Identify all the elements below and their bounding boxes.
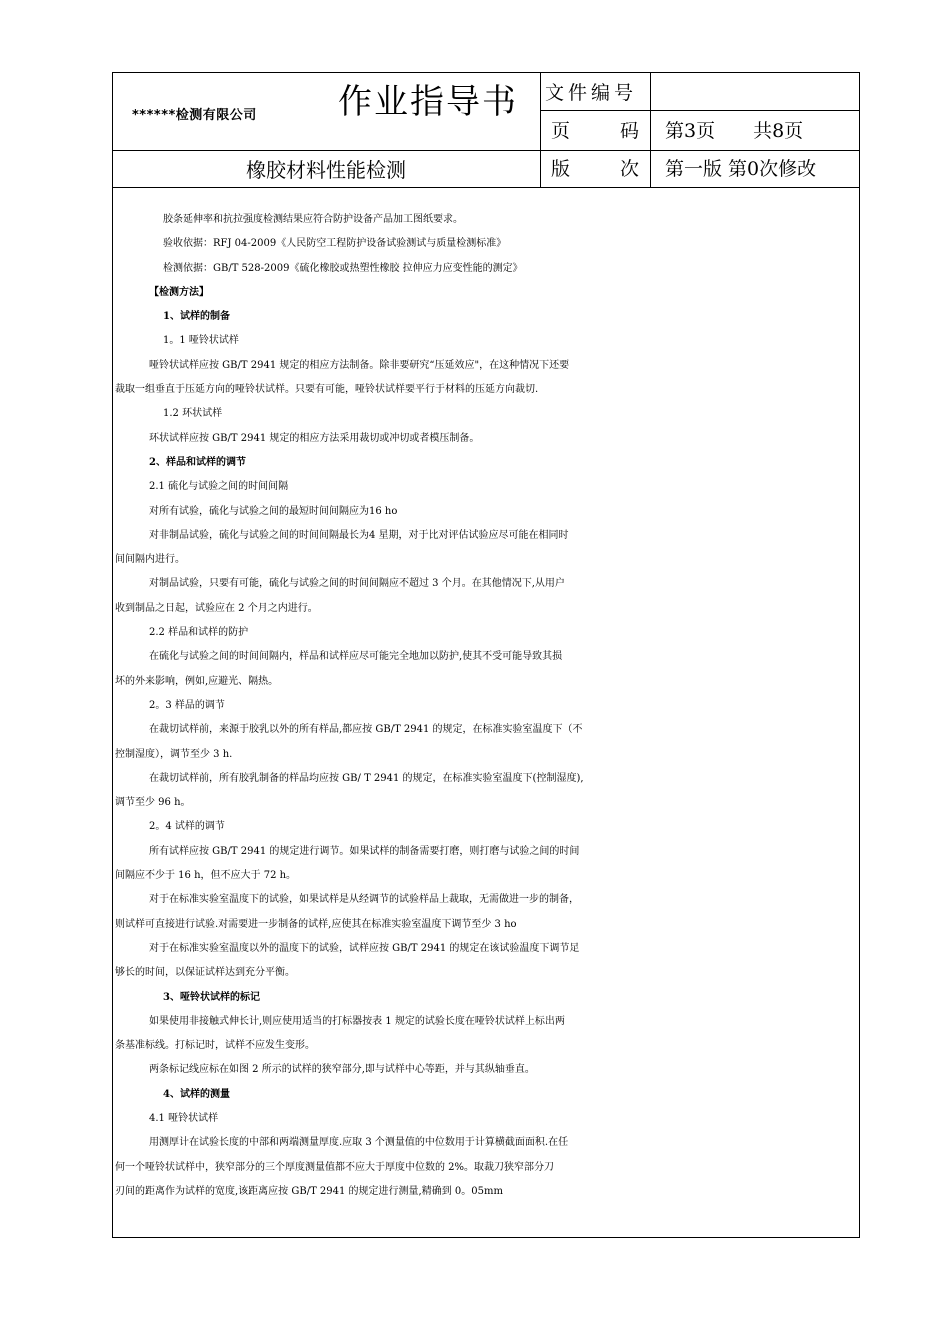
paragraph-line: 所有试样应按 GB/T 2941 的规定进行调节。如果试样的制备需要打磨，则打磨与试验之间的时间 (149, 845, 580, 857)
paragraph-line: 两条标记线应标在如图 2 所示的试样的狭窄部分,即与试样中心等距，并与其纵轴垂直。 (149, 1064, 535, 1076)
paragraph-line: 在裁切试样前，所有胶乳制备的样品均应按 GB/ T 2941 的规定，在标准实验室温度下(控制湿度), (149, 772, 584, 784)
document-title: 作业指导书 (338, 82, 518, 122)
paragraph-line: 坏的外来影响，例如,应避光、隔热。 (115, 675, 279, 687)
edition-label-left: 版 (551, 158, 571, 180)
subsection-heading: 2.1 硫化与试验之间的时间间隔 (149, 481, 289, 493)
paragraph-line: 对所有试验，硫化与试验之间的最短时间间隔应为16 ho (149, 505, 398, 517)
section-heading: 3、哑铃状试样的标记 (163, 991, 260, 1003)
paragraph-line: 对于在标准实验室温度以外的温度下的试验，试样应按 GB/T 2941 的规定在该试验温度下调节足 (149, 942, 580, 954)
paragraph-line: 哑铃状试样应按 GB/T 2941 规定的相应方法制备。除非要研究“压延效应"，在这种情况下还要 (149, 359, 570, 371)
subsection-heading: 4.1 哑铃状试样 (149, 1112, 219, 1124)
edition-value: 第一版 第0次修改 (665, 158, 817, 180)
section-heading: 2、样品和试样的调节 (149, 456, 246, 468)
paragraph-line: 环状试样应按 GB/T 2941 规定的相应方法采用裁切或冲切或者模压制备。 (149, 432, 480, 444)
subsection-heading: 1。1 哑铃状试样 (163, 335, 239, 347)
paragraph-line: 收到制品之日起，试验应在 2 个月之内进行。 (115, 602, 318, 614)
paragraph-line: 间间隔内进行。 (115, 554, 185, 566)
page-label-left: 页 (551, 120, 571, 142)
paragraph-line: 够长的时间，以保证试样达到充分平衡。 (115, 967, 295, 979)
paragraph-line: 则试样可直接进行试验.对需要进一步制备的试样,应使其在标准实验室温度下调节至少 3 ho (115, 918, 517, 930)
subsection-heading: 2。3 样品的调节 (149, 699, 225, 711)
subsection-heading: 2.2 样品和试样的防护 (149, 627, 249, 639)
paragraph-line: 裁取一组垂直于压延方向的哑铃状试样。只要有可能，哑铃状试样要平行于材料的压延方向裁切. (115, 384, 539, 396)
header-divider (112, 187, 860, 188)
section-heading: 【检测方法】 (149, 286, 209, 298)
paragraph-line: 间隔应不少于 16 h，但不应大于 72 h。 (115, 870, 297, 882)
paragraph-line: 验收依据：RFJ 04-2009《人民防空工程防护设备试验测试与质量检测标准》 (163, 238, 507, 250)
paragraph-line: 条基准标线。打标记时，试样不应发生变形。 (115, 1040, 315, 1052)
page-number-label (551, 116, 639, 143)
section-heading: 1、试样的制备 (163, 311, 230, 323)
paragraph-line: 对非制品试验，硫化与试验之间的时间间隔最长为4 星期，对于比对评估试验应尽可能在相同时 (149, 529, 569, 541)
header-divider (650, 72, 651, 187)
document-subject: 橡胶材料性能检测 (246, 158, 406, 182)
paragraph-line: 用测厚计在试验长度的中部和两端测量厚度.应取 3 个测量值的中位数用于计算横截面面积.在任 (149, 1137, 569, 1149)
section-heading: 4、试样的测量 (163, 1088, 230, 1100)
paragraph-line: 何一个哑铃状试样中，狭窄部分的三个厚度测量值都不应大于厚度中位数的 2%。取裁刀狭窄部分刀 (115, 1161, 555, 1173)
paragraph-line: 在裁切试样前，来源于胶乳以外的所有样品,都应按 GB/T 2941 的规定，在标准实验室温度下（不 (149, 724, 583, 736)
paragraph-line: 如果使用非接触式伸长计,则应使用适当的打标器按表 1 规定的试验长度在哑铃状试样上标出两 (149, 1015, 565, 1027)
paragraph-line: 对制品试验，只要有可能，硫化与试验之间的时间间隔应不超过 3 个月。在其他情况下,从用户 (149, 578, 565, 590)
header-divider (540, 72, 541, 187)
edition-label-right: 次 (619, 158, 639, 180)
paragraph-line: 刃间的距离作为试样的宽度,该距离应按 GB/T 2941 的规定进行测量,精确到 0。05mm (115, 1185, 503, 1197)
company-name: ******检测有限公司 (132, 108, 257, 123)
paragraph-line: 对于在标准实验室温度下的试验，如果试样是从经调节的试验样品上裁取，无需做进一步的制备， (149, 894, 579, 906)
edition-label (551, 154, 639, 181)
paragraph-line: 控制湿度），调节至少 3 h. (115, 748, 233, 760)
paragraph-line: 调节至少 96 h。 (115, 797, 191, 809)
page-label-right: 码 (619, 120, 639, 142)
subsection-heading: 2。4 试样的调节 (149, 821, 225, 833)
paragraph-line: 检测依据：GB/T 528-2009《硫化橡胶或热塑性橡胶 拉伸应力应变性能的测定》 (163, 262, 523, 274)
page-number-value: 第3页 共8页 (665, 120, 804, 142)
document-body (113, 208, 853, 1204)
paragraph-line: 在硫化与试验之间的时间间隔内，样品和试样应尽可能完全地加以防护,使其不受可能导致其损 (149, 651, 563, 663)
subsection-heading: 1.2 环状试样 (163, 408, 223, 420)
paragraph-line: 胶条延伸率和抗拉强度检测结果应符合防护设备产品加工图纸要求。 (163, 214, 463, 225)
header-divider (540, 110, 860, 111)
file-number-label: 文件编号 (545, 82, 638, 104)
